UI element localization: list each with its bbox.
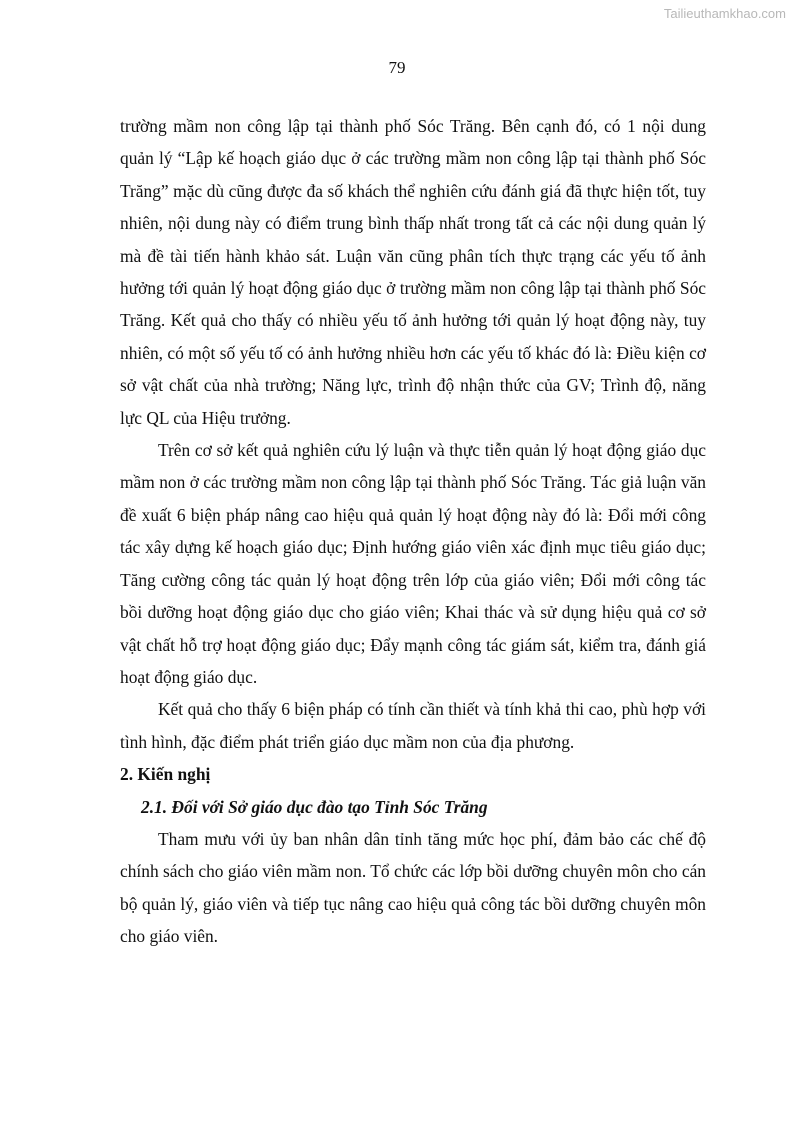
paragraph-proposed-measures: Trên cơ sở kết quả nghiên cứu lý luận và thực tiễn quản lý hoạt động giáo dục mầm non ở các trường mầm non công lập tại thành phố Sóc Trăng. Tác giả luận văn đề xuất 6 biện pháp nâng cao hiệu quả quản lý hoạt động này đó là: Đổi mới công tác xây dựng kế hoạch giáo dục; Định hướng giáo viên xác định mục tiêu giáo dục; Tăng cường công tác quản lý hoạt động trên lớp của giáo viên; Đổi mới công tác bồi dưỡng hoạt động giáo dục cho giáo viên; Khai thác và sử dụng hiệu quả cơ sở vật chất hỗ trợ hoạt động giáo dục; Đẩy mạnh công tác giám sát, kiểm tra, đánh giá hoạt động giáo dục. [120,440,706,687]
paragraph-results: Kết quả cho thấy 6 biện pháp có tính cần thiết và tính khả thi cao, phù hợp với tình hình, đặc điểm phát triển giáo dục mầm non của địa phương. [120,699,706,752]
document-body [120,110,706,953]
watermark-text: Tailieuthamkhao.com [663,6,786,21]
section-heading-recommendations: 2. Kiến nghị [120,764,211,785]
paragraph-continuation: trường mầm non công lập tại thành phố Sóc Trăng. Bên cạnh đó, có 1 nội dung quản lý “Lập kế hoạch giáo dục ở các trường mầm non công lập tại thành phố Sóc Trăng” mặc dù cũng được đa số khách thể nghiên cứu đánh giá đã thực hiện tốt, tuy nhiên, nội dung này có điểm trung bình thấp nhất trong tất cả các nội dung quản lý mà đề tài tiến hành khảo sát. Luận văn cũng phân tích thực trạng các yếu tố ảnh hưởng tới quản lý hoạt động giáo dục ở trường mầm non công lập tại thành phố Sóc Trăng. Kết quả cho thấy có nhiều yếu tố ảnh hưởng tới quản lý hoạt động này, tuy nhiên, có một số yếu tố có ảnh hưởng nhiều hơn các yếu tố khác đó là: Điều kiện cơ sở vật chất của nhà trường; Năng lực, trình độ nhận thức của GV; Trình độ, năng lực QL của Hiệu trưởng. [120,116,706,428]
paragraph-department-recommendation: Tham mưu với ủy ban nhân dân tỉnh tăng mức học phí, đảm bảo các chế độ chính sách cho giáo viên mầm non. Tổ chức các lớp bồi dưỡng chuyên môn cho cán bộ quản lý, giáo viên và tiếp tục nâng cao hiệu quả công tác bồi dưỡng chuyên môn cho giáo viên. [120,828,706,947]
subsection-heading-department: 2.1. Đối với Sở giáo dục đào tạo Tỉnh Sóc Trăng [141,796,488,817]
page-number: 79 [388,58,406,77]
